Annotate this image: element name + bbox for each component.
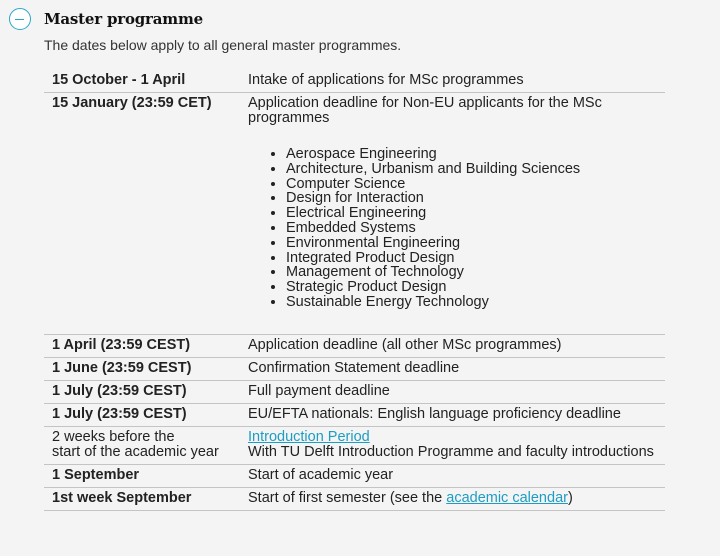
list-item: • Design for Interaction xyxy=(286,191,657,206)
row-desc: Start of academic year xyxy=(240,464,665,487)
section-intro: The dates below apply to all general master programmes. xyxy=(44,37,402,53)
row-date: 2 weeks before the start of the academic year xyxy=(44,426,240,464)
dates-table xyxy=(44,70,665,511)
list-item: • Embedded Systems xyxy=(286,221,657,236)
table-row xyxy=(44,464,665,487)
table-row xyxy=(44,426,665,464)
row-desc-post: ) xyxy=(567,489,573,506)
row-date: 1 April (23:59 CEST) xyxy=(44,334,240,357)
list-item: • Electrical Engineering xyxy=(286,206,657,221)
table-row xyxy=(44,93,665,335)
row-desc: Full payment deadline xyxy=(240,380,665,403)
row-desc: EU/EFTA nationals: English language proficiency deadline xyxy=(240,403,665,426)
row-desc-text: With TU Delft Introduction Programme and faculty introductions xyxy=(248,443,654,460)
list-item: • Computer Science xyxy=(286,177,657,192)
row-date: 15 October - 1 April xyxy=(44,70,240,93)
list-item: • Aerospace Engineering xyxy=(286,147,657,162)
section-title: Master programme xyxy=(44,10,203,28)
row-desc: Application deadline (all other MSc programmes) xyxy=(240,334,665,357)
table-row xyxy=(44,70,665,93)
table-row xyxy=(44,380,665,403)
row-date: 1st week September xyxy=(44,487,240,510)
list-item: • Management of Technology xyxy=(286,265,657,280)
table-row xyxy=(44,334,665,357)
row-date: 1 July (23:59 CEST) xyxy=(44,380,240,403)
list-item: • Integrated Product Design xyxy=(286,251,657,266)
introduction-period-link[interactable]: Introduction Period xyxy=(248,428,370,445)
row-desc-with-list xyxy=(240,93,665,335)
row-desc-with-link xyxy=(240,487,665,510)
list-item: • Strategic Product Design xyxy=(286,280,657,295)
row-date: 1 June (23:59 CEST) xyxy=(44,357,240,380)
list-item: • Sustainable Energy Technology xyxy=(286,295,657,310)
row-date: 15 January (23:59 CET) xyxy=(44,93,240,335)
row-desc-pre: Start of first semester (see the xyxy=(248,489,447,506)
row-date: 1 July (23:59 CEST) xyxy=(44,403,240,426)
collapse-minus-icon[interactable] xyxy=(9,8,31,30)
programme-list xyxy=(248,147,657,310)
row-desc: Confirmation Statement deadline xyxy=(240,357,665,380)
row-desc-text: Application deadline for Non-EU applicants for the MSc programmes xyxy=(248,95,602,126)
list-item: • Environmental Engineering xyxy=(286,236,657,251)
row-desc: Intake of applications for MSc programmes xyxy=(240,70,665,93)
list-item: • Architecture, Urbanism and Building Sciences xyxy=(286,162,657,177)
table-row xyxy=(44,487,665,510)
row-date: 1 September xyxy=(44,464,240,487)
academic-calendar-link[interactable]: academic calendar xyxy=(446,489,568,506)
table-row xyxy=(44,403,665,426)
table-row xyxy=(44,357,665,380)
row-desc-with-link xyxy=(240,426,665,464)
